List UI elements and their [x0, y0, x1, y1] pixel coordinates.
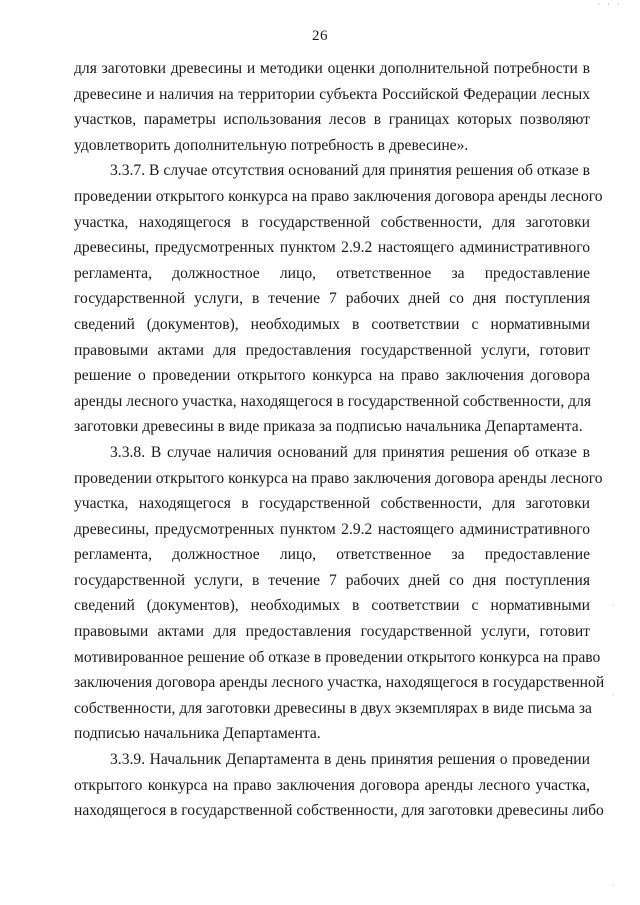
text-line: находящегося в государственной собственности, для заготовки древесины либо [74, 802, 604, 820]
text-line: мотивированное решение об отказе в проведении открытого конкурса на право [74, 648, 601, 666]
text-line: сведений (документов), необходимых в соответствии с нормативными [74, 597, 590, 615]
scan-corner-mark: · · · [597, 0, 622, 11]
document-body [74, 56, 605, 824]
text-line: 3.3.7. В случае отсутствия оснований для принятия решения об отказе в [110, 162, 590, 180]
text-line: участка, находящегося в государственной собственности, для заготовки [74, 495, 590, 513]
text-line: древесине и наличия на территории субъекта Российской Федерации лесных [74, 85, 590, 103]
text-line: заготовки древесины в виде приказа за подписью начальника Департамента. [74, 418, 583, 436]
paragraph-continuation [74, 56, 590, 158]
text-line: подписью начальника Департамента. [74, 725, 321, 743]
text-line: аренды лесного участка, находящегося в государственной собственности, для [74, 392, 592, 410]
text-line: решение о проведении открытого конкурса на право заключения договора [74, 367, 590, 385]
text-line: правовыми актами для предоставления государственной услуги, готовит [74, 341, 590, 359]
text-line: 3.3.8. В случае наличия оснований для принятия решения об отказе в [110, 443, 590, 461]
text-line: открытого конкурса на право заключения договора аренды лесного участка, [74, 776, 590, 794]
text-line: сведений (документов), необходимых в соответствии с нормативными [74, 315, 590, 333]
text-line: проведении открытого конкурса на право заключения договора аренды лесного [74, 187, 603, 205]
text-line: для заготовки древесины и методики оценки дополнительной потребности в [74, 60, 590, 77]
text-line: регламента, должностное лицо, ответственное за предоставление [74, 264, 590, 282]
text-line: регламента, должностное лицо, ответственное за предоставление [74, 546, 590, 564]
text-line: правовыми актами для предоставления государственной услуги, готовит [74, 623, 590, 641]
text-line: удовлетворить дополнительную потребность в древесине». [74, 136, 469, 154]
text-line: собственности, для заготовки древесины в двух экземплярах в виде письма за [74, 699, 592, 717]
text-line: 3.3.9. Начальник Департамента в день принятия решения о проведении [110, 751, 590, 769]
scan-edge-mark: · [611, 600, 615, 610]
text-line: заключения договора аренды лесного участка, находящегося в государственной [74, 674, 605, 692]
text-line: проведении открытого конкурса на право заключения договора аренды лесного [74, 469, 603, 487]
scan-edge-mark: · [611, 690, 615, 700]
paragraph-3-3-7 [74, 158, 603, 440]
text-line: древесины, предусмотренных пунктом 2.9.2 настоящего административного [74, 520, 590, 538]
text-line: участка, находящегося в государственной собственности, для заготовки [74, 213, 590, 231]
text-line: древесины, предусмотренных пунктом 2.9.2 настоящего административного [74, 239, 590, 257]
scan-edge-mark: · [611, 880, 615, 890]
text-line: государственной услуги, в течение 7 рабочих дней со дня поступления [74, 290, 590, 308]
paragraph-3-3-8 [74, 440, 605, 747]
paragraph-3-3-9 [74, 747, 604, 824]
text-line: государственной услуги, в течение 7 рабочих дней со дня поступления [74, 571, 590, 589]
page-number: 26 [312, 28, 328, 44]
text-line: участков, параметры использования лесов в границах которых позволяют [74, 111, 590, 129]
